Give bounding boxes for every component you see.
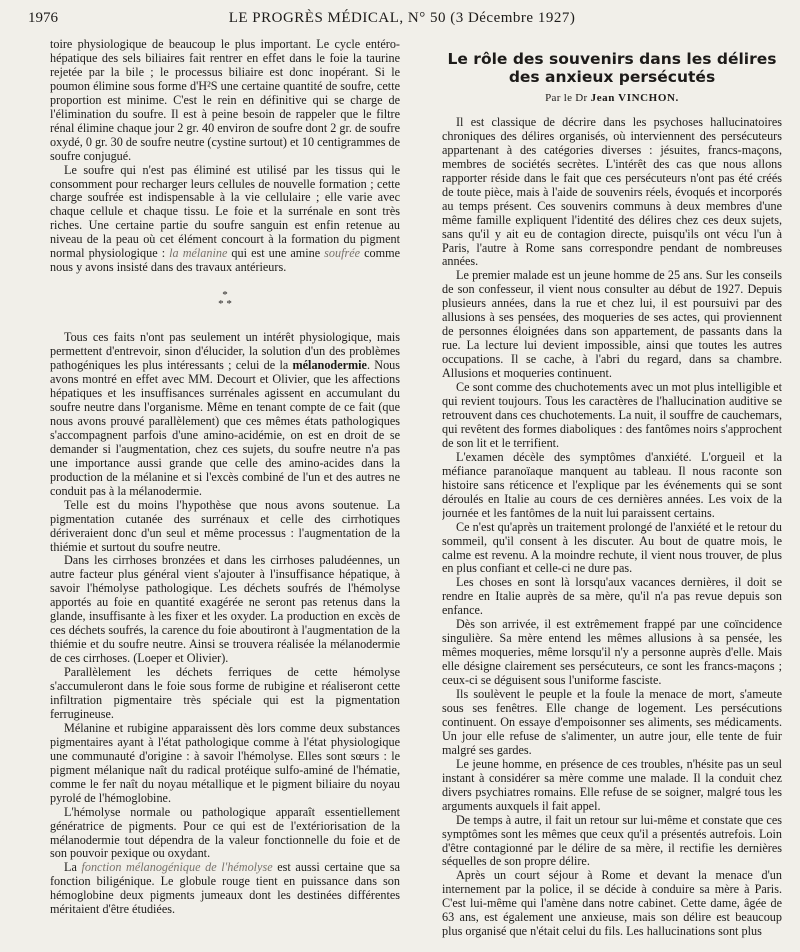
article-title-line-1: Le rôle des souvenirs dans les délires — [447, 50, 777, 68]
left-paragraph-2 — [50, 164, 400, 276]
left-paragraph-4: Telle est du moins l'hypothèse que nous avons soutenue. La pigmentation cutanée des surrénaux et celle des cirrhotiques dériveraient donc d'un seul et même processus : l'augmentation de la thiémie et surtout du soufre neutre. — [50, 497, 400, 554]
paragraph-text: . Nous avons montré en effet avec MM. Decourt et Olivier, que les affections hépatiques et les insuffisances surrénales agissent en accumulant du soufre neutre dans l'organisme. Même en tenant compte de ce fait (que nous avons prouvé parallèlement) que ces mêmes états pathologiques s'accompagnent parfois d'une amino-acidémie, on est en droit de se demander si l'augmentation, chez ces sujets, du soufre neutre n'a pas une importance aussi grande que celle des amino-acides dans la production de la mélanine et si l'excès combiné de l'un et des autres ne conduit pas à la mélanodermie. — [50, 358, 400, 498]
right-paragraph-2: Le premier malade est un jeune homme de 25 ans. Sur les conseils de son confesseur, il vient nous consulter au début de 1927. Depuis plusieurs années, dans la rue et chez lui, il est poursuivi par des allusions à ses pensées, des moqueries de ses actes, qui proviennent de personnes éloignées dans son appartement, de passants dans la rue. La lecture lui devient impossible, ainsi que toutes les autres occupations. Il se cache, à l'abri du regard, dans sa chambre. Allusions et moqueries continuent. — [442, 268, 782, 381]
article-title — [442, 50, 782, 86]
left-paragraph-7: Mélanine et rubigine apparaissent dès lors comme deux substances pigmentaires ayant à l'état pathologique comme à l'état physiologique une communauté d'origine : à savoir l'hémolyse. Elles sont sœurs : le pigment mélanique naît du radical protéique sulfo-aminé de l'hématie, comme le fer naît du noyau métallique et le pigment biliaire du noyau pyrolé de l'hémoglobine. — [50, 720, 400, 805]
byline-author: Jean VINCHON. — [590, 92, 679, 104]
separator-top-star: * — [222, 289, 228, 302]
right-paragraph-8: Ils soulèvent le peuple et la foule la menace de mort, s'ameute sous ses fenêtres. Elle change de logement. Les persécutions continuent. On essaye d'empoisonner ses aliments, ses médicaments. Un jour elle refuse de s'alimenter, un autre jour, elle tente de fuir malgré ses gardes. — [442, 687, 782, 757]
page-number: 1976 — [28, 10, 58, 26]
running-title: LE PROGRÈS MÉDICAL, N° 50 (3 Décembre 1927) — [228, 10, 576, 26]
article-title-line-2: des anxieux persécutés — [508, 68, 716, 86]
melanine-term: la mélanine — [169, 246, 228, 261]
right-paragraph-1: Il est classique de décrire dans les psychoses hallucinatoires chroniques des délires organisés, où interviennent des persécuteurs appartenant à des catégories diverses : jésuites, francs-maçons, membres de sociétés secrètes. L'intérêt des cas que nous allons rapporter réside dans le fait que ces persécuteurs n'ont pas été créés de toute pièce, mais à l'aide de souvenirs réels, évoqués et incorporés au temps présent. Ces souvenirs communs à deux membres d'une même famille expliquent l'identité des délires chez ces deux sujets, sans qu'il y ait eu de contagion directe, puisqu'ils ont vécu l'un à Paris, l'autre à Rome sans correspondre pendant de nombreuses années. — [442, 114, 782, 269]
right-paragraph-10: De temps à autre, il fait un retour sur lui-même et constate que ces symptômes sont les mêmes que ceux qu'il a présentés autrefois. Loin d'être contagionné par le délire de sa mère, il rectifie les dernières séquelles de son propre délire. — [442, 812, 782, 869]
separator-bottom-stars: * * — [218, 298, 232, 311]
fonction-melanogenique-term: fonction mélanogénique de l'hémolyse — [81, 860, 273, 875]
section-separator — [50, 291, 400, 309]
right-paragraph-7: Dès son arrivée, il est extrêmement frappé par une coïncidence singulière. Sa mère entend les mêmes allusions à sa pensée, les mêmes moqueries, même lorsqu'il n'y a personne auprès d'elle. Mais elle désigne clairement ses persécuteurs, ce sont les francs-maçons ; ceux-ci se déguisent sous l'uniforme fasciste. — [442, 617, 782, 688]
right-paragraph-5: Ce n'est qu'après un traitement prolongé de l'anxiété et le retour du sommeil, qu'il consent à les discuter. Au bout de quatre mois, le calme est revenu. A la moindre rechute, il vient nous trouver, de plus en plus confiant et celle-ci ne dure pas. — [442, 519, 782, 576]
paragraph-text: Le soufre qui n'est pas éliminé est utilisé par les tissus qui le consomment pour recharger leurs cellules de nouvelle formation ; cette charge soufrée est indispensable à la vie cellulaire ; elle varie avec chaque cellule et chaque tissu. Le foie et la surrénale en sont très riches. Une certaine partie du soufre sanguin est enfin retenue au niveau de la peau où cet élément concourt à la formation du pigment normal physiologique : — [50, 162, 400, 261]
left-paragraph-9 — [50, 861, 400, 917]
right-paragraph-11: Après un court séjour à Rome et devant la menace d'un internement par la police, il se décide à conduire sa mère à Paris. C'est lui-même qui l'amène dans notre cabinet. Cette dame, âgée de 63 ans, est également une anxieuse, mais son délire est beaucoup plus organisé que n'était celui du fils. Les hallucinations sont plus — [442, 868, 782, 939]
right-paragraph-9: Le jeune homme, en présence de ces troubles, n'hésite pas un seul instant à considérer sa mère comme une malade. Il la conduit chez divers psychiatres romains. Elle refuse de se soigner, malgré tous les arguments auxquels il fait appel. — [442, 756, 782, 813]
paragraph-text: Tous ces faits n'ont pas seulement un intérêt physiologique, mais permettent d'entrevoir, sinon d'élucider, la solution d'un des problèmes pathogéniques les plus intéressants ; celui de la — [50, 330, 400, 373]
page-header — [28, 10, 776, 32]
left-paragraph-5: Dans les cirrhoses bronzées et dans les cirrhoses paludéennes, un autre facteur plus général vient s'ajouter à l'insuffisance hépatique, à savoir l'hémolyse pathologique. Les déchets soufrés de l'hémolyse apportés au foie en quantité exagérée ne seront pas retenus dans la glande, insuffisante à les fixer et les oxyder. La production en excès de ces déchets soufrés, la carence du foie aboutiront à l'augmentation de la thiémie et du soufre neutre. Ainsi se trouvera réalisée la mélanodermie de ces cirrhoses. (Loeper et Olivier). — [50, 553, 400, 666]
paragraph-text: La — [64, 860, 82, 875]
paragraph-text: qui est une amine — [227, 246, 325, 261]
article-byline — [442, 92, 782, 106]
right-paragraph-3: Ce sont comme des chuchotements avec un mot plus intelligible et qui revient toujours. Tous les caractères de l'hallucination auditive se retrouvent dans ces chuchotements. La nuit, il souffre de cauchemars, qui revêtent des formes diaboliques : des fantômes noirs s'approchent de son lit et le terrifient. — [442, 380, 782, 450]
left-column — [50, 38, 400, 944]
melanodermie-term: mélanodermie — [292, 358, 367, 373]
soufree-term: soufrée — [324, 246, 361, 261]
left-paragraph-1: toire physiologique de beaucoup le plus important. Le cycle entéro-hépatique des sels biliaires fait rentrer en effet dans le foie la taurine rejetée par la bile ; le processus biliaire est donc inopérant. Si le poumon élimine sous forme d'H²S une certaine quantité de soufre, cette proportion est minime. C'est le rein en définitive qui se charge de l'élimination du soufre. Il est à peine besoin de rappeler que le filtre rénal élimine chaque jour 2 gr. 40 environ de soufre dont 2 gr. de soufre oxydé, 0 gr. 30 de soufre neutre (cystine surtout) et 10 centigrammes de soufre conjugué. — [50, 38, 400, 163]
right-paragraph-4: L'examen décèle des symptômes d'anxiété. L'orgueil et la méfiance paranoïaque manquent au tableau. Il nous raconte son histoire sans réticence et l'explique par les événements qui se sont déroulés en Italie au cours de ces dernières années. Les voix de la journée et les fantômes de la nuit lui paraissent certains. — [442, 449, 782, 520]
left-paragraph-8: L'hémolyse normale ou pathologique apparaît essentiellement génératrice de pigments. Pour ce qui est de l'extériorisation de la mélanodermie tout dépendra de la valeur fonctionnelle du foie et de son pouvoir pexique ou oxydant. — [50, 804, 400, 861]
paragraph-text: est aussi certaine que sa fonction biligénique. Le globule rouge tient en puissance dans son hémoglobine deux pigments jumeaux dont les destinées différentes méritaient d'être étudiées. — [50, 860, 400, 917]
byline-prefix: Par le Dr — [545, 92, 588, 104]
left-paragraph-3 — [50, 331, 400, 498]
left-paragraph-6: Parallèlement les déchets ferriques de cette hémolyse s'accumuleront dans le foie sous forme de rubigine et réaliseront cette infiltration pigmentaire très spéciale qui est la pigmentation ferrugineuse. — [50, 665, 400, 721]
paragraph-text: comme nous y avons insisté dans des travaux antérieurs. — [50, 246, 400, 275]
right-paragraph-6: Les choses en sont là lorsqu'aux vacances dernières, il doit se rendre en Italie auprès de sa mère, qu'il n'a pas revue depuis son enfance. — [442, 575, 782, 618]
right-column — [442, 38, 782, 944]
